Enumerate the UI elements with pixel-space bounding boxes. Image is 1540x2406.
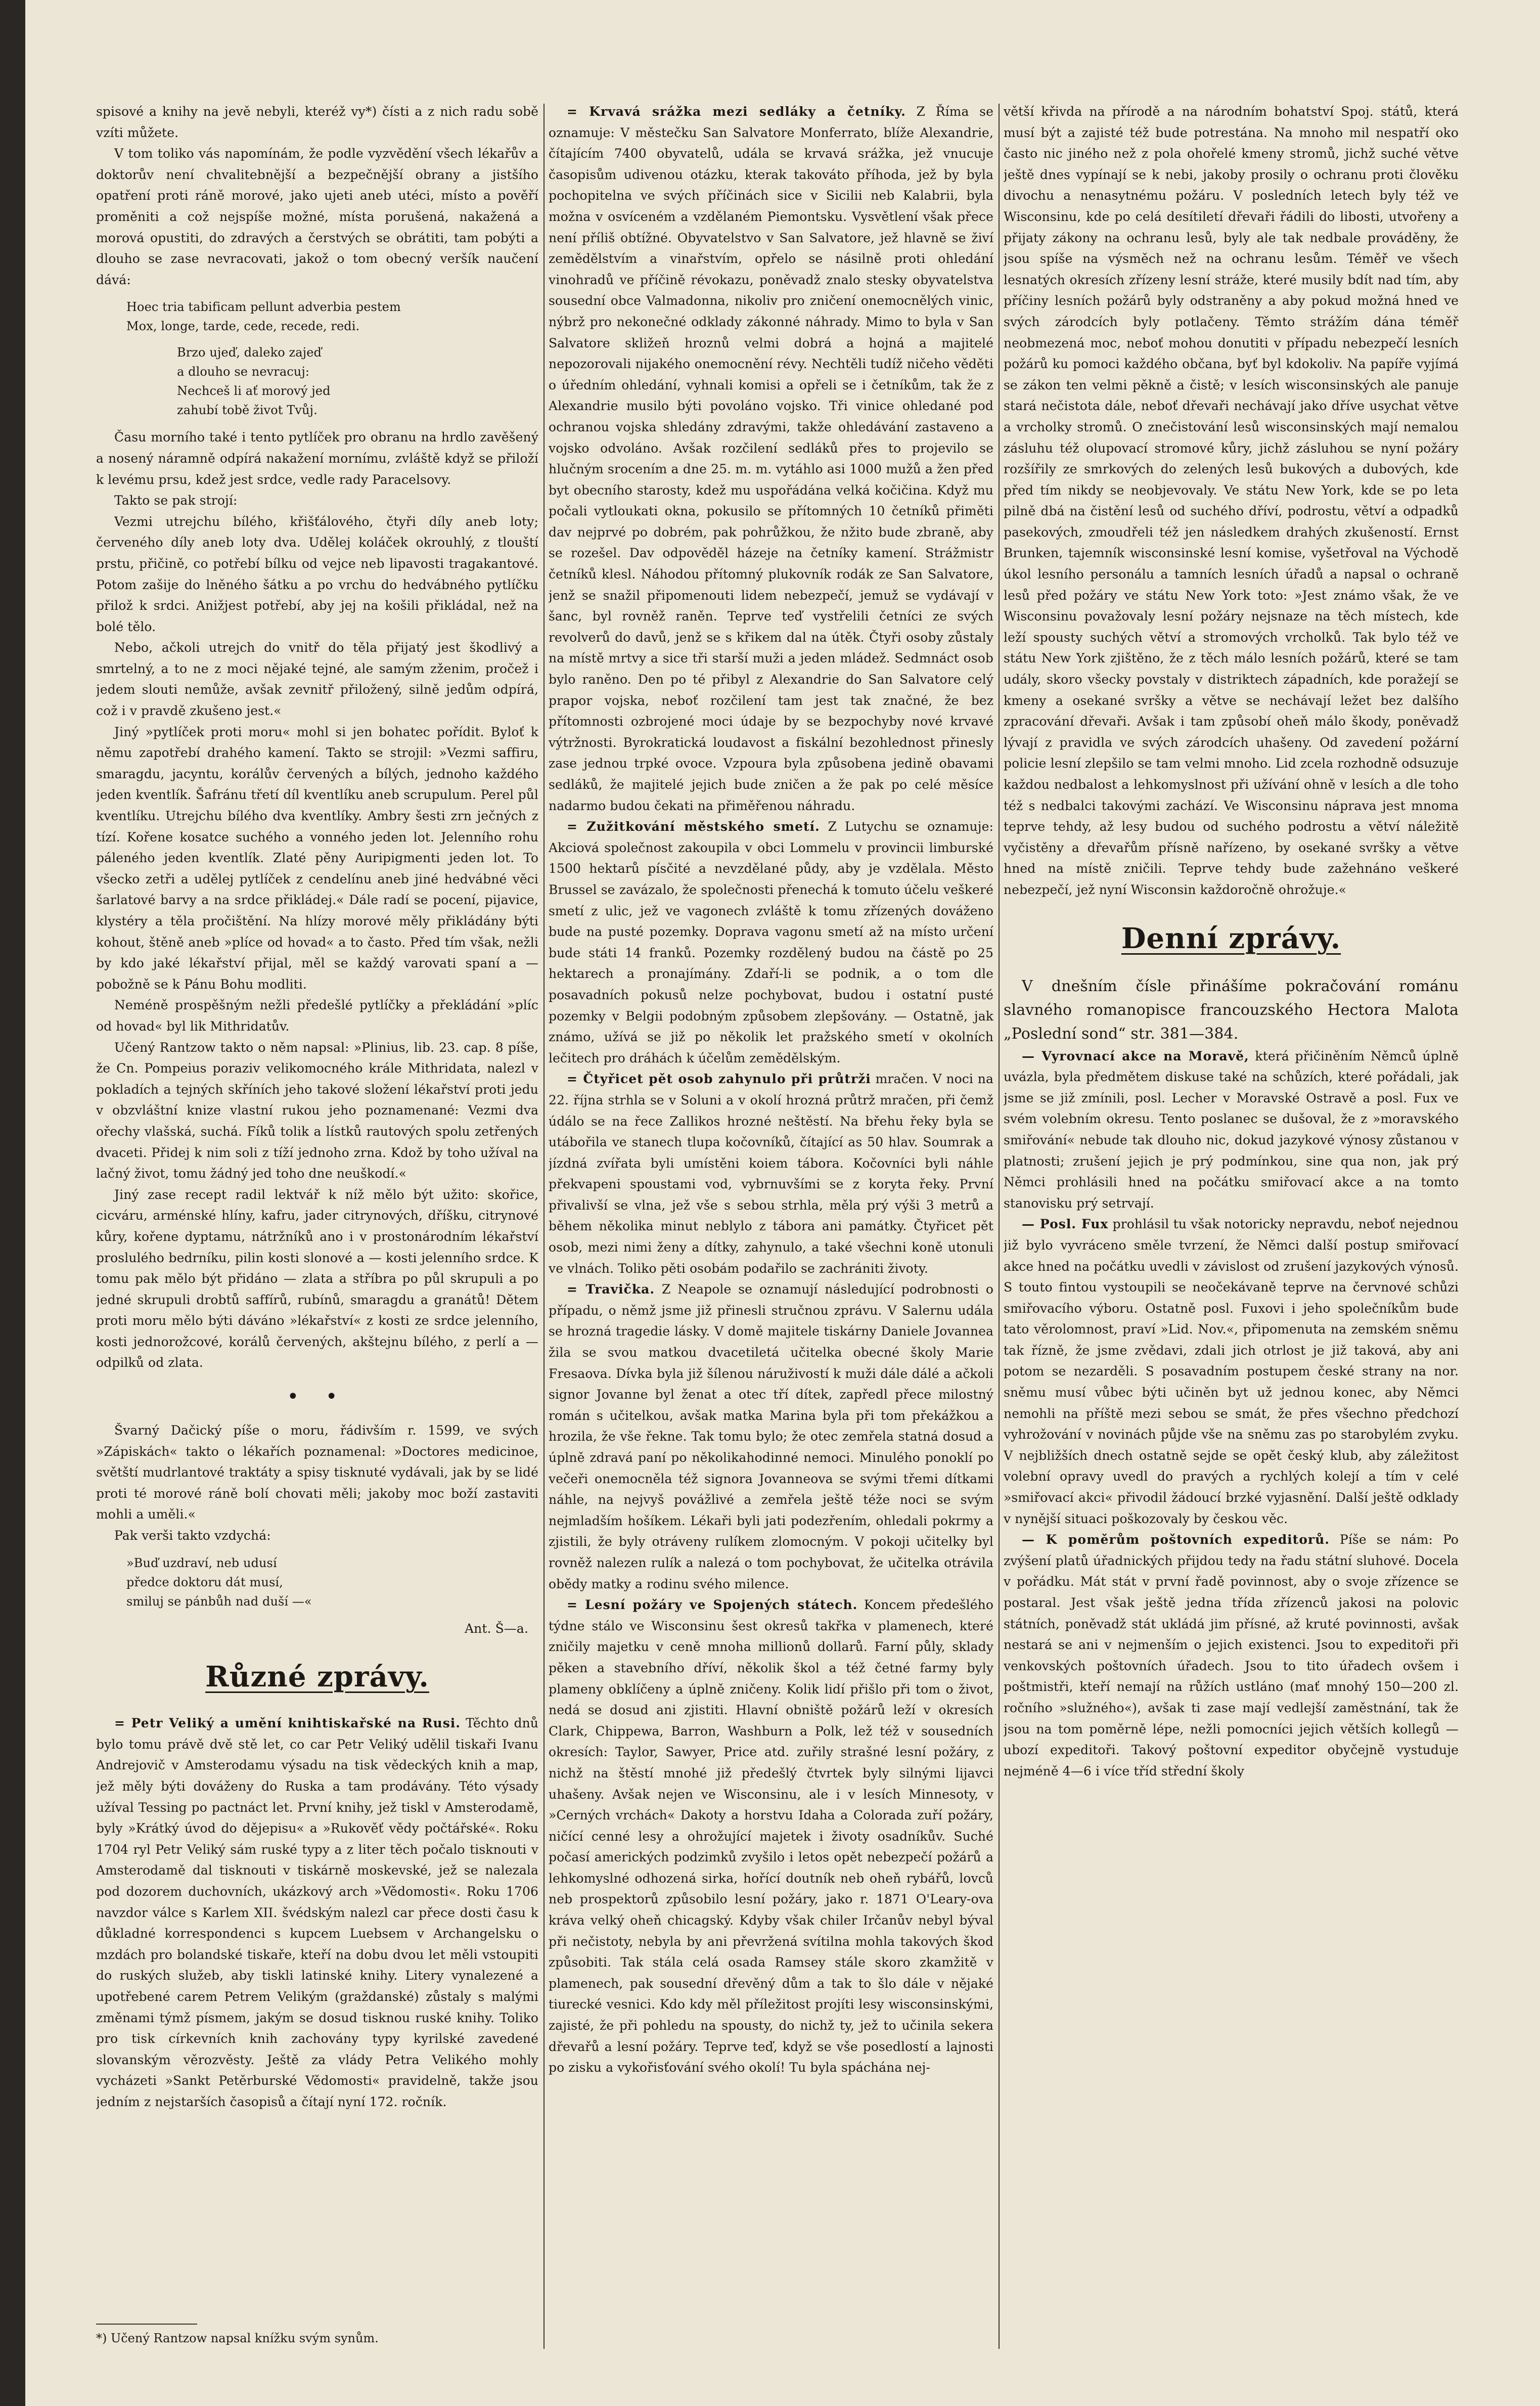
article-body: prohlásil tu však notoricky nepravdu, neboť nejednou již bylo vyvráceno směle tvrzení, že Němci další postup smiřovací akce hned na počátku uvedli v závislost od zrušení jazykových výnosů. S touto fintou vystoupili se neočekávaně teprve na červnové schůzi smiřovacího výboru. Ostatně posl. Fuxovi i jeho společníkům bude tato věrolomnost, praví »Lid. Nov.«, připomenuta na zemském sněmu tak řízně, že jsme zvědavi, zdali jich otrlost je již taková, aby ani potom se nezarděli. S posavadním postupem české strany na nor. sněmu musí vůbec býti učiněn byt už jednou konec, aby Němci nemohli na příště mezi sebou se smát, že přes všechno předchozí vyhrožování v novinách půjde vše na sněmu zas po starobylém zvyku. V nejbližších dnech ostatně sejde se opět český klub, aby záležitost volební opravy uvedl do pravých a rychlých kolejí a tím v celé »smiřovací akci« přivodil žádoucí brzké vyjasnění. Další ještě odklady v nynější situaci poškozovaly by českou věc. bbox=[1004, 1217, 1459, 1526]
verse-line: a dlouho se nevracuj: bbox=[177, 365, 310, 379]
verse-line: smiluj se pánbůh nad duší —« bbox=[126, 1594, 312, 1609]
footnote: *) Učený Rantzow napsal knížku svým synům. bbox=[96, 2331, 379, 2345]
article-body: mračen. V noci na 22. října strhla se v Soluni a v okolí hrozná průtrž mračen, při čemž údálo se na řece Zallikos hrozné neštěstí. Na břehu řeky byla se utábořila ve stanech tlupa kočovníků, čítající as 50 hlav. Soumrak a jízdná zvířata byli umístěni koiem tábora. Kočovníci byli náhle překvapeni spoustami vod, vybrnuvšími se z koryta řeky. První přivalivší se vlna, jež vše s sebou strhla, měla prý výši 3 metrů a během několika minut neblylo z tábora ani památky. Čtyřicet pět osob, mezi nimi ženy a dítky, zahynulo, a také všechni koně utonuli ve vlnách. Toliko pěti osobám podařilo se zachrániti životy. bbox=[549, 1072, 993, 1276]
section-title-denni-zpravy: Denní zprávy. bbox=[1121, 921, 1341, 955]
verse-line: zahubí tobě život Tvůj. bbox=[177, 403, 318, 418]
article-body: Těchto dnů bylo tomu právě dvě stě let, co car Petr Veliký udělil tiskaři Ivanu Andrejovič v Amsterodamu výsadu na tisk vědeckých knih a map, jež měly býti dováženy do Ruska a tam prodávány. Této výsady užíval Tessing po pactnáct let. První knihy, jež tiskl v Amsterodamě, byly »Krátký úvod do dějepisu« a »Rukověť vědy počtářské«. Roku 1704 ryl Petr Veliký sám ruské typy a z liter těch počalo tisknouti v Amsterodamě dal tisknouti v tiskárně moskevské, jež se nalezala pod dozorem duchovních, ukázkový arch »Vědomosti«. Roku 1706 navzdor válce s Karlem XII. švédským nalezl car přece dosti času k důkladné korrespondenci s kupcem Luebsem v Archangelsku o mzdách pro bolandské tiskaře, kteří na dobu dvou let měli vstoupiti do ruských služeb, aby tiskli latinské knihy. Litery vynalezené a upotřebené carem Petrem Velikým (graždanské) zůstaly s malými změnami týmž písmem, jakým se dosud tisknou ruské knihy. Toliko pro tisk církevních knih zachovány typy kyrilské zavedené slovanským věrozvěsty. Ještě za vlády Petra Velikého mohly vycházeti »Sankt Petěrburské Vědomosti« pravidelně, takže jsou jedním z nejstarších časopisů a čítají nyní 172. ročník. bbox=[96, 1716, 538, 2109]
paragraph: Takto se pak strojí: bbox=[114, 493, 238, 508]
article-body: která přičiněním Němců úplně uvázla, byla předmětem diskuse také na schůzích, které pořádali, jak jsme se již zmínili, posl. Lecher v Moravské Ostravě a posl. Fux ve svém volebním okresu. Tento poslanec se dušoval, že z »moravského smiřování« nebude tak dlouho nic, dokud jazykové výnosy zůstanou v platnosti; zrušení jejich je prý podmínkou, sine qua non, jak prý Němci prohlásili hned na počátku smiřovací akce a na tomto stanovisku prý setrvají. bbox=[1004, 1048, 1459, 1211]
paragraph: Učený Rantzow takto o něm napsal: »Plinius, lib. 23. cap. 8 píše, že Cn. Pompeius poraziv velikomocného krále Mithridata, nalezl v pokladích a tejných skříních jeho takové složení lékařství proti jedu v obzvláštní knize vlastní rukou jeho poznamenané: Vezmi dva ořechy vlašská, suchá. Fíků tolik a lístků rautových spolu zetřených dvaceti. Přidej k nim soli z tíží jednoho zrna. Kdož by toho užíval na lačný život, tomu žádný jed toho dne neuškodí.« bbox=[96, 1040, 538, 1181]
czech-verse bbox=[126, 343, 538, 420]
verse-line: Hoec tria tabificam pellunt adverbia pestem bbox=[126, 300, 401, 315]
footnote-rule bbox=[96, 2324, 197, 2325]
section-title-ruzne-zpravy: Různé zprávy. bbox=[205, 1660, 429, 1694]
article-headline: — Vyrovnací akce na Moravě, bbox=[1022, 1048, 1249, 1063]
intro-notice: V dnešním čísle přinášíme pokračování románu slavného romanopisce francouzského Hectora Malota „Poslední sond“ str. 381—384. bbox=[1004, 977, 1459, 1043]
verse-line: předce doktoru dát musí, bbox=[126, 1575, 283, 1589]
article-body: Z Neapole se oznamují následující podrobnosti o případu, o němž jsme již přinesli stručnou zprávu. V Salernu udála se hrozná tragedie lásky. V domě majitele tiskárny Daniele Jovanneа žila se svou matkou dvacetiletá učitelka obecné školy Marie Fresaova. Dívka byla již šílenou náruživostí k muži dále dálé a ačkoli signor Jovanne byl ženat a otec tří dítek, zapředl přece milostný román s učitelkou, avšak matka Marina byla při tom překážkou a hrozila, že vše řekne. Tak tomu bylo; že otec zemřela statná dosud a úplně zdravá paní po několikahodinné nemoci. Minulého ponoklí po večeři onemocněla též signora Jovanneova se svými třemi dítkami náhle, na nejvyš povážlivé a zemřela ještě téže noci se svým nejmladším hošíkem. Lékaři byli jati podezřením, ohledali pokrmy a zjistili, že byly otráveny rulíkem zlomocným. V pokoji učitelky byl rovněž nalezen rulík a nalezá o tom pochybovat, že učitelka otrávila obědy matky a rodinu svého milence. bbox=[549, 1282, 993, 1591]
article-headline: = Lesní požáry ve Spojených státech. bbox=[567, 1597, 858, 1613]
verse-line: »Buď uzdraví, neb udusí bbox=[126, 1555, 277, 1570]
article-body: Z Říma se oznamuje: V městečku San Salvatore Monferrato, blíže Alexandrie, čítajícím 7400 obyvatelů, udála se krvavá srážka, jež vnucuje časopisům udivenou otázku, kterak takováto příhoda, jež by byla pochopitelna ve svých příčinách sice v Sicilii neb Kalabrii, byla možna v osvíceném a vzdělaném Piemontsku. Vysvětlení však přece není příliš obtížné. Obyvatelstvo v San Salvatore, jež hlavně se živí zemědělstvím a vinařstvím, opřelo se násilně proti ohledání vinohradů ve příčině révokazu, poněvadž znalo stesky obyvatelstva sousední obce Valmadonna, nikoliv pro zničení onemocnělých vinic, nýbrž pro nekonečné odklady zákonné náhrady. Mimo to byla v San Salvatore skližeň hroznů velmi dobrá a hojná a majitelé nepozorovali nijakého onemocnění révy. Nechtěli tudíž ničeho věděti o úředním ohledání, vyhnali komisi a opřeli se i četníkům, tak že z Alexandrie musilo býti povoláno vojsko. Tři vinice ohledané pod ochranou vojska shledány zdravými, takže ohledávání zastaveno a vojsko odvoláno. Avšak rozčilení sedláků přes to projevilo se hlučným srocením a dne 25. m. m. vytáhlo asi 1000 mužů a žen před byt obecního starosty, kdež mu uspořádána velká kočičina. Když mu počali vytloukati okna, pokusilo se přítomných 10 četníků přiměti dav nejprvé po dobrém, pak pohrůžkou, že nžito bude zbraně, aby se rozešel. Dav odpověděl házeje na četníky kamení. Strážmistr četníků klesl. Náhodou přítomný plukovník rodák ze San Salvatore, jenž se snažil připomenouti lidem nebezpečí, jemuž se vydávají v šanc, byl rovněž raněn. Teprve teď vystřelili četníci ze svých revolverů do davů, jenž se s křikem dal na útěk. Čtyři osoby zůstaly na místě mrtvy a sice tři starší muži a jeden mládež. Sedmnáct osob bylo raněno. Den po té přibyl z Alexandrie do San Salvatore celý prapor vojska, neboť rozčilení tam jest tak značné, že bez přítomnosti ozbrojené moci údaje by se bezpochyby nové krvavé výtržnosti. Byrokratická loudavost a fiskální bezohlednost přinesly zase jednou trpké ovoce. Vzpoura byla způsobena jedině obavami sedláků, že majitelé jejich bude zničen a že pak po celé měsíce nadarmo budou čekati na přiměřenou náhradu. bbox=[549, 104, 993, 813]
column-2 bbox=[549, 101, 993, 2351]
paragraph: Pak verši takto vzdychá: bbox=[114, 1528, 271, 1543]
author-signature: Ant. Š—a. bbox=[465, 1621, 528, 1636]
paragraph: větší křivda na přírodě a na národním bohatství Spoj. států, která musí být a zajisté též bude potrestána. Na mnoho mil nespatří oko často nic jiného než z pola ohořelé kmeny stromů, jichž suché větve ještě dnes vypínají se k nebi, jakoby prosily o ochranu proti člověku divochu a nenasytnému požáru. V posledních letech byly též ve Wisconsinu, kde po celá desítiletí dřevaři řádili do libosti, utvořeny a přijaty zákony na ochranu lesů, byly ale tak nedbale prováděny, že jsou spíše na výsměch než na ochranu lesům. Téměř ve všech lesnatých okresích zřízeny lesní stráže, které musily bdít nad tím, aby příčiny lesních požárů byly odstraněny a aby pokud možná hned ve svých zárodcích byly potlačeny. Těmto strážím dána téměř neobmezená moc, neboť mohou donutiti v případu nebezpečí lesních požárů ku pomoci každého občana, byť byl kdokoliv. Na papíře vyjímá se zákon ten velmi pěkně a čistě; v lesích wisconsinských ale panuje stará nečistota dále, neboť dřevaři nechávají jako dříve usychat větve a vrcholky stromů. O znečistování lesů wisconsinských mají nemalou zásluhu též olupovací stromové kůry, jichž zásluhou se nyní požáry rozšířily ze smrkových do zelených lesů bukových a dubových, kde před tím nikdy se neobjevovaly. Ve státu New York, kde se po leta pilně dbá na čistění lesů od suchého dříví, podrostu, větví a odpadků pasekových, zmoudřeli též jen následkem drahých zkušeností. Ernst Brunken, tajemník wisconsinské lesní komise, vyšetřoval na Východě úkol lesního personálu a tamních lesních úřadů a napsal o ochraně lesů před požáry ve státu New York toto: »Jest známo však, že ve Wisconsinu považovaly lesní požáry nejsnaze na těch místech, kde leží spousty suchých větví a stromových vrcholků. Tak bylo též ve státu New York zjištěno, že z těch málo lesních požárů, které se tam udály, skoro všecky povstaly v distriktech západních, kde poražejí se kmeny a osekané svršky a větve se nechávají ležet bez dalšího zpracování dřevaři. Avšak i tam způsobí oheň málo škody, poněvadž lývají z pravidla ve svých zárodcích uhašeny. Od zavedení požární policie lesní zlepšilo se tam velmi mnoho. Lid zcela rozhodně odsuzuje každou nedbalost a lehkomyslnost při užívání ohně v lesích a dle toho též s nedbalci takovými zachází. Ve Wisconsinu nápravа jest mnoma teprve tehdy, až lesy budou od suchého podrostu a větví náležitě vyčistěny a dřevařům přísně nařízeno, by osekané svršky a větve hned na místě zničili. Teprve tehdy bude zažehnáno veškeré nebezpečí, jež nyní Wisconsin každoročně ohrožuje.« bbox=[1004, 104, 1459, 897]
paragraph: Vezmi utrejchu bílého, křišťálového, čtyři díly aneb loty; červeného díly aneb loty dva. Udělej koláček okrouhlý, z tlouští prstu, přičině, co potřebí bílku od vejce neb lipavosti tragakantové. Potom zašije do lněného šátku a po vrchu do hedvábného pytlíčku přilož k srdci. Anižjest potřebí, aby jej na košili přikládal, než na bolé tělo. bbox=[96, 514, 538, 634]
paragraph: Času morního také i tento pytlíček pro obranu na hrdlo zavěšený a nosený náramně odpírá nakažení mornímu, zvláště když se přiloží k levému prsu, kdež jest srdce, vedle rady Paracelsovy. bbox=[96, 430, 538, 487]
section-ornament: • • bbox=[287, 1385, 348, 1409]
article-headline: = Petr Veliký a umění knihtiskařské na Rusi. bbox=[114, 1716, 461, 1731]
article-body: Z Lutychu se oznamuje: Akciová společnost zakoupila v obci Lommelu v provincii limburské 1500 hektarů písčité a nevzdělané půdy, aby je vzdělala. Město Brussel se zavázalo, že společnosti přenechá k tomuto účelu veškeré smetí z ulic, jež ve vagonech zvláště k tomu zřízených dováženo bude na pusté pozemky. Doprava vagonu smetí až na místo určení bude státi 14 franků. Pozemky rozdělený budou na částě po 25 hektarech a pronajímány. Zdaří-li se podnik, a o tom dle posavadních pokusů nelze pochybovat, budou i ostatní pusté pozemky v Belgii podobným způsobem zlepšovány. — Ostatně, jak známo, užívá se již po několik let pražského smetí v okolních lečitech pro dráhách k účelům zemědělským. bbox=[549, 819, 993, 1065]
column-divider bbox=[543, 104, 545, 2349]
paragraph: Jiný »pytlíček proti moru« mohl si jen bohatec pořídit. Byloť k němu zapotřebí drahého kamení. Takto se strojil: »Vezmi saffiru, smaragdu, jacyntu, korálův červených a bílých, jednoho každého jeden kventlík. Šafránu třetí díl kventlíku aneb scrupulum. Perel půl kventlíku. Utrejchu bílého dva kventlíky. Ambry šesti zrn ječných z tízí. Kořene kosatce suchého a vonného jeden lot. Jelenního rohu páleného jeden kventlík. Zlaté pěny Auripigmenti jeden lot. To všecko zetři a udělej pytlíček z cendelínu aneb jiné hedvábné věci šarlatové barvy a na srdce přikládej.« Dále radí se pocení, pijavice, klystéry a těla pročištění. Na hlízy morové měly přikládány býti kohout, štěně aneb »plíce od hovad« a to častо. Před tím však, nežli by kdo jaké lékařství přijal, měl se každý varovati spaní a — pobožně se k Pánu Bohu modliti. bbox=[96, 724, 538, 992]
article-headline: = Krvavá srážka mezi sedláky a četníky. bbox=[567, 104, 906, 119]
verse-line: Mox, longe, tarde, cede, recede, redi. bbox=[126, 319, 360, 334]
latin-verse bbox=[126, 297, 538, 336]
page-binding-edge bbox=[0, 0, 25, 2406]
article-body: Koncem předešlého týdne stálo ve Wisconsinu šest okresů takřka v plamenech, které zničily majetku v ceně mnoha millionů dollarů. Farní půly, sklady pěken a stavebního dříví, několik škol a též četné farmy byly plameny obklíčeny a úplně zničeny. Kolik lidí přišlo při tom o život, nedá se dosud ani zjistiti. Hlavní obniště požárů leží v okresích Clark, Chippewa, Barron, Washburn a Polk, lež též v sousedních okresích: Taylor, Sawyer, Price atd. zuřily strašné lesní požáry, z nichž na štěstí mnohé již předešlý čtvrtek byly silnými lijavci uhašeny. Avšak nejen ve Wisconsinu, ale i v lesích Minnesoty, v »Cerných vrchách« Dakoty a horstvu Idaha a Colorada zuří požáry, ničící cenné lesy a ohrožující majetek i životy osadníkův. Suché počasí amerických podzimků zvyšilo i letos opět nebezpečí požárů a lehkomyslné odhozená sirka, hořící doutník neb oheň rybářů, lovců neb prospektorů způsobilo lesní požáry, jako r. 1871 O'Leary-ova kráva velký oheň chicagský. Kdyby však chiler Irčanův nebyl býval při nečistoty, nebyla by ani převržená svítilna mohla takových škod způsobiti. Tak stála celá osada Ramsey stále skoro zkamžitě v plamenech, pak sousední dřevěný dům a tak to šlo dále v nějaké tiurecké vesnici. Kdo kdy měl příležitost projíti lesy wisconsinskými, zajisté, že při pohledu na spousty, do nichž ty, jež to učinila sekera dřevařů a lesní požáry. Teprve teď, když se vše posedlostí a lajnosti po zisku a vykořisťování svého okolí! Tu byla spáchána nej- bbox=[549, 1597, 993, 2075]
column-1 bbox=[96, 101, 538, 2351]
paragraph: spisové a knihy na jevě nebyli, kteréž vy*) čísti a z nich radu sobě vzíti můžete. bbox=[96, 104, 538, 140]
column-3 bbox=[1004, 101, 1459, 2351]
article-headline: — K poměrům poštovních expeditorů. bbox=[1022, 1532, 1330, 1547]
article-body: Píše se nám: Po zvýšení platů úřadnických přijdou tedy na řadu státní sluhové. Docela v pořádku. Mát stát v první řadě povinnost, aby o svoje zřízence se postaral. Jest však ještě jedna třída zřízenců jakosi na polovic státních, poněvadž stát ukládá jim přísné, až kruté povinnosti, avšak nestará se ani v nejmenším o jejich existenci. Jsou to expeditoři při venkovských poštovních úřadech. Jsou to tito úřadech ovšem i poštmistři, kteří nemají na růžích ustláno (mať mnohý 150—200 zl. ročního »služného«), avšak ti zase mají vedlejší zaměstnání, tak že jsou na tom poměrně lépe, nežli pomocníci jejich větších kollegů — ubozí expeditoři. Takový poštovní expeditor obyčejně vystuduje nejméně 4—6 i více tříd střední školy bbox=[1004, 1532, 1459, 1778]
verse-line: Brzo ujeď, daleko zajeď bbox=[177, 345, 322, 360]
paragraph: Nebo, ačkoli utrejch do vnitř do těla přijatý jest škodlivý a smrtelný, a to ne z moci nějaké tejné, ale samým zženim, pročež i jedem slouti nemůže, avšak zevnitř přiložený, silně jedům odpírá, což i v pravdě zkušeno jest.« bbox=[96, 640, 538, 719]
paragraph: Jiný zase recept radil lektvář k níž mělo být užito: skořice, cicváru, arménské hlíny, kafru, jader citrynových, dříšku, citrynové kůry, kořene dyptamu, nátržníků ano i v prostonárodním lékařství proslulého bedrníku, pilin kosti slonové a — kosti jelenního srdce. K tomu pak mělo být přidáno — zlata a stříbra po půl skrupuli a po jedné skrupuli drobtů saffírů, rubínů, smaragdu a granátů! Dětem proti moru mělo býti dáváno »lékařství« z kosti ze srdce jelenního, kosti jednorožcové, korálů červených, akštejnu bílého, z perlí a — odpilků od zlata. bbox=[96, 1187, 538, 1370]
column-divider bbox=[999, 104, 1000, 2349]
paragraph: V tom toliko vás napomínám, že podle vyzvědění všech lékařův a doktorův není chvalitebnější a bezpečnější obrany a jistšího opatření proti ráně morové, jako ujeti aneb utéci, místo a pověří proměniti a což nejspíše možné, místa porušená, nakažená a morová opustiti, do zdravých a čerstvých se obrátiti, tam pobýti a dlouho se zase nevracovati, jakož o tom obecný veršík naučení dává: bbox=[96, 146, 538, 287]
article-headline: — Posl. Fux bbox=[1022, 1217, 1109, 1232]
paragraph: Neméně prospěšným nežli předešlé pytlíčky a překládání »plíc od hovad« byl lik Mithridatův. bbox=[96, 998, 538, 1034]
verse-line: Nechceš li ať morový jed bbox=[177, 384, 331, 398]
article-headline: = Zužitkování městského smetí. bbox=[567, 819, 820, 834]
closing-verse bbox=[126, 1553, 538, 1611]
article-headline: = Travička. bbox=[567, 1282, 655, 1297]
article-headline: = Čtyřicet pět osob zahynulo při průtrži bbox=[567, 1072, 871, 1087]
paragraph: Švarný Dačický píše o moru, řádivším r. 1599, ve svých »Zápiskách« takto o lékařích poznamenal: »Doctores medicinoe, světští mudrlantové traktáty a spisy tisknuté vydávali, jak by se lidé proti té morové ráně bolí chovati měli; jakoby moc boží zastaviti mohli a uměli.« bbox=[96, 1423, 538, 1522]
